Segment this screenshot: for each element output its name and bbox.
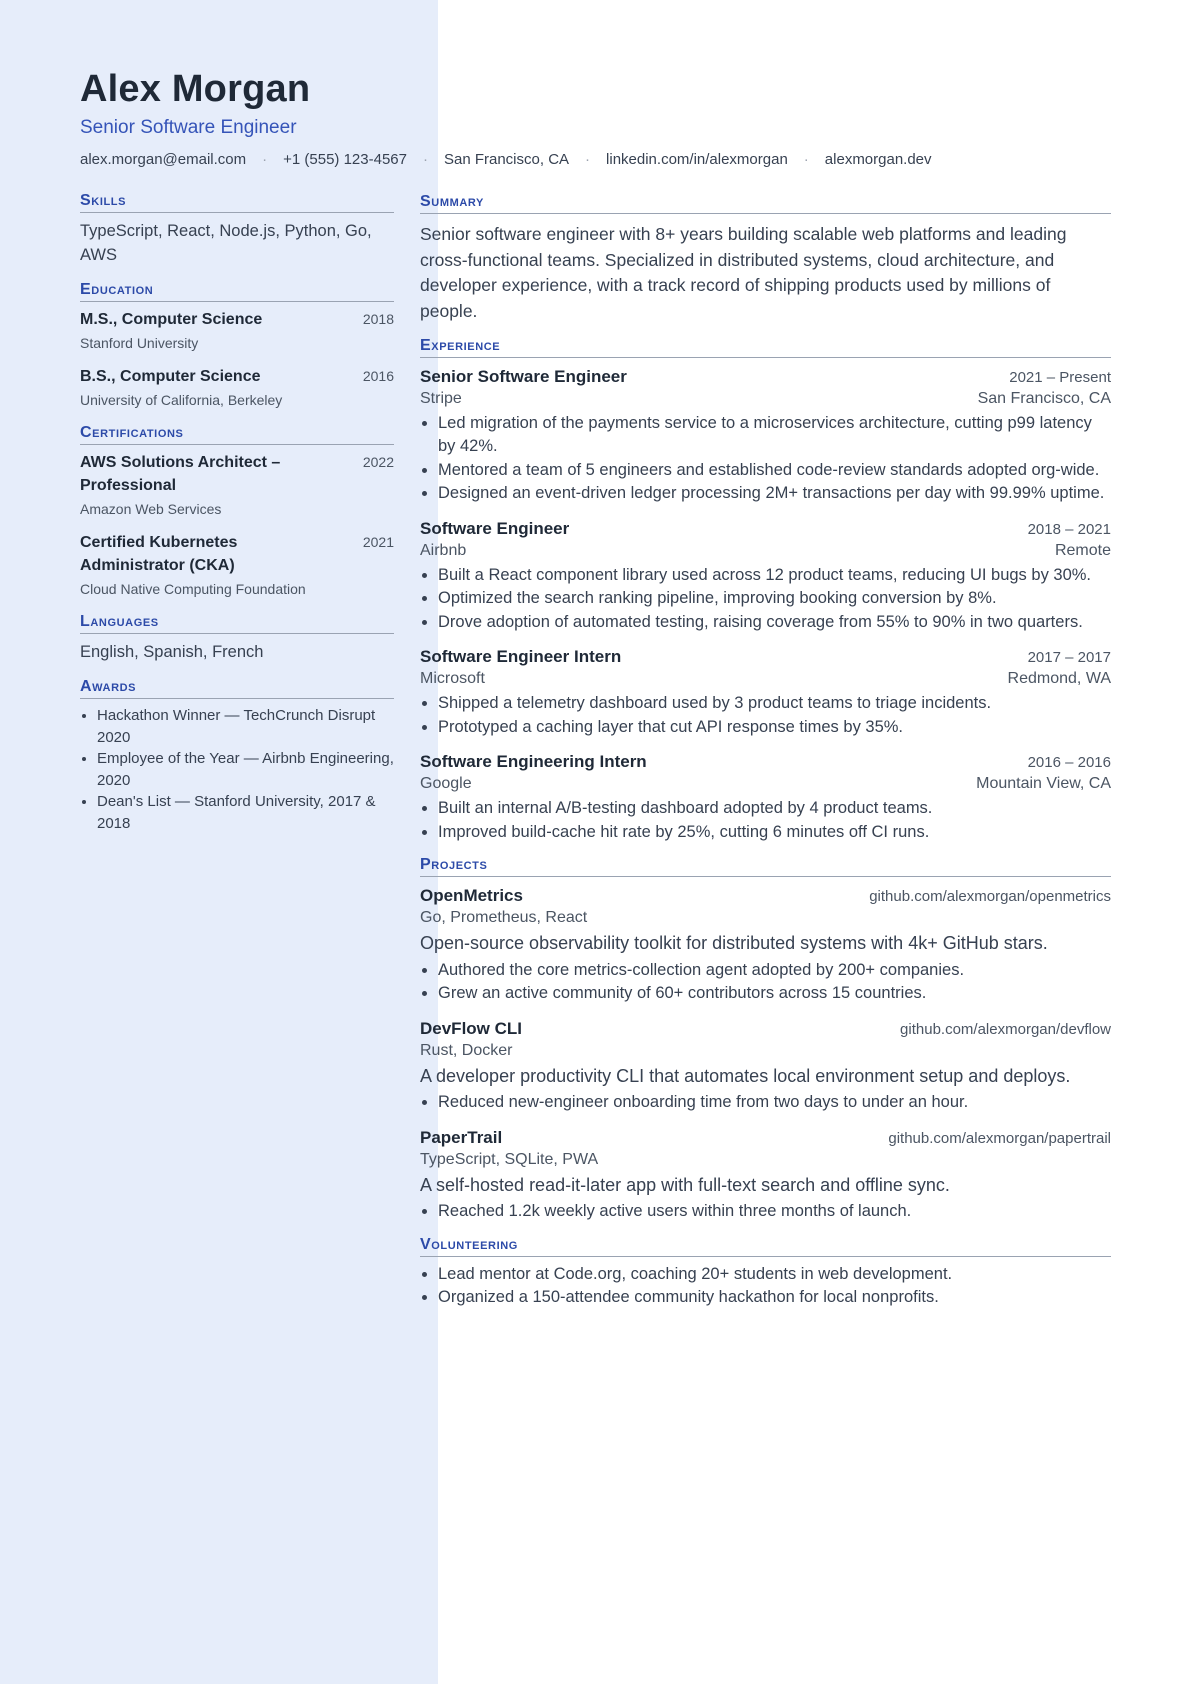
certifications-section (80, 424, 394, 599)
resume-header (80, 66, 1120, 170)
project-tech: TypeScript, SQLite, PWA (420, 1150, 599, 1168)
contact-line (80, 150, 1120, 170)
certification-year: 2021 (362, 534, 394, 550)
education-heading: Education (80, 281, 394, 302)
certification-item (80, 531, 394, 599)
project-tech: Go, Prometheus, React (420, 909, 588, 927)
job-location: Redmond, WA (1007, 670, 1111, 688)
job-bullet: • Designed an event-driven ledger processing 2M+ transactions per day with 99.99% uptime. (438, 482, 1111, 506)
volunteering-section (420, 1236, 1111, 1310)
contact-email[interactable]: alex.morgan@email.com (80, 151, 247, 168)
awards-section (80, 678, 394, 834)
summary-text: Senior software engineer with 8+ years building scalable web platforms and leading cross-functional teams. Specialized in distributed systems, cloud architecture, and developer experience, with a track record of shipping products used by millions of people. (420, 224, 1067, 322)
job-title: Software Engineer (420, 518, 570, 538)
award-item: • Hackathon Winner — TechCrunch Disrupt 2020 (97, 705, 394, 748)
education-item (80, 308, 394, 353)
contact-separator: · (803, 151, 809, 168)
project-entry (420, 1018, 1111, 1115)
project-link[interactable]: github.com/alexmorgan/devflow (900, 1020, 1111, 1038)
project-bullet: • Reached 1.2k weekly active users within three months of launch. (438, 1200, 1111, 1224)
job-company: Google (420, 775, 472, 793)
main-column (420, 193, 1111, 1322)
volunteering-item: • Organized a 150-attendee community hackathon for local nonprofits. (438, 1286, 1111, 1310)
job-dates: 2021 – Present (1009, 368, 1111, 386)
contact-separator: · (585, 151, 591, 168)
job-dates: 2018 – 2021 (1027, 520, 1111, 538)
project-bullets (420, 959, 1111, 1006)
job-location: San Francisco, CA (977, 389, 1111, 407)
job-location: Mountain View, CA (976, 775, 1111, 793)
skills-text: TypeScript, React, Node.js, Python, Go, AWS (80, 222, 372, 264)
job-title: Software Engineer Intern (420, 647, 622, 667)
project-link[interactable]: github.com/alexmorgan/openmetrics (869, 888, 1111, 906)
certification-name: Certified Kubernetes Administrator (CKA) (80, 534, 238, 574)
education-degree: B.S., Computer Science (80, 368, 261, 385)
project-bullet: • Grew an active community of 60+ contributors across 15 countries. (438, 982, 1111, 1006)
certification-name: AWS Solutions Architect – Professional (80, 454, 281, 494)
job-title: Software Engineering Intern (420, 752, 647, 772)
job-bullets (420, 797, 1111, 844)
project-bullets (420, 1200, 1111, 1224)
contact-separator: · (422, 151, 428, 168)
project-bullet: • Authored the core metrics-collection agent adopted by 200+ companies. (438, 959, 1111, 983)
education-school: University of California, Berkeley (80, 392, 283, 408)
languages-section (80, 613, 394, 664)
certification-issuer: Amazon Web Services (80, 501, 222, 517)
job-bullet: • Built an internal A/B-testing dashboard adopted by 4 product teams. (438, 797, 1111, 821)
job-bullets (420, 692, 1111, 739)
candidate-name: Alex Morgan (80, 68, 311, 110)
summary-section (420, 193, 1111, 325)
experience-entry (420, 646, 1111, 739)
education-section (80, 281, 394, 410)
job-bullet: • Built a React component library used across 12 product teams, reducing UI bugs by 30%. (438, 564, 1111, 588)
experience-heading: Experience (420, 337, 1111, 358)
job-company: Microsoft (420, 670, 485, 688)
award-item: • Employee of the Year — Airbnb Engineering, 2020 (97, 748, 394, 791)
sidebar (80, 192, 394, 848)
projects-heading: Projects (420, 856, 1111, 877)
contact-phone[interactable]: +1 (555) 123-4567 (283, 151, 407, 168)
job-bullet: • Mentored a team of 5 engineers and established code-review standards adopted org-wide. (438, 459, 1111, 483)
job-bullet: • Led migration of the payments service to a microservices architecture, cutting p99 latency by 42%. (438, 412, 1111, 459)
job-company: Stripe (420, 389, 462, 407)
candidate-headline: Senior Software Engineer (80, 117, 297, 138)
experience-entry (420, 366, 1111, 506)
contact-linkedin[interactable]: linkedin.com/in/alexmorgan (606, 151, 788, 168)
project-bullets (420, 1091, 1111, 1115)
contact-separator: · (262, 151, 268, 168)
education-item (80, 365, 394, 410)
education-year: 2016 (362, 368, 394, 384)
awards-heading: Awards (80, 678, 394, 699)
job-bullet: • Shipped a telemetry dashboard used by 3 product teams to triage incidents. (438, 692, 1111, 716)
contact-location: San Francisco, CA (443, 151, 570, 168)
languages-heading: Languages (80, 613, 394, 634)
project-bullet: • Reduced new-engineer onboarding time from two days to under an hour. (438, 1091, 1111, 1115)
job-bullet: • Drove adoption of automated testing, raising coverage from 55% to 90% in two quarters. (438, 611, 1111, 635)
project-description: Open-source observability toolkit for distributed systems with 4k+ GitHub stars. (420, 933, 1048, 954)
job-location: Remote (1054, 541, 1111, 559)
experience-entry (420, 751, 1111, 844)
education-year: 2018 (362, 311, 394, 327)
experience-entry (420, 518, 1111, 635)
project-entry (420, 885, 1111, 1006)
volunteering-list (420, 1263, 1111, 1310)
languages-text: English, Spanish, French (80, 643, 264, 661)
job-bullet: • Improved build-cache hit rate by 25%, cutting 6 minutes off CI runs. (438, 821, 1111, 845)
award-item: • Dean's List — Stanford University, 2017 & 2018 (97, 791, 394, 834)
volunteering-item: • Lead mentor at Code.org, coaching 20+ students in web development. (438, 1263, 1111, 1287)
project-name: DevFlow CLI (420, 1018, 523, 1038)
project-tech: Rust, Docker (420, 1041, 513, 1059)
experience-section (420, 337, 1111, 845)
certification-issuer: Cloud Native Computing Foundation (80, 581, 306, 597)
project-name: OpenMetrics (420, 886, 523, 906)
volunteering-heading: Volunteering (420, 1236, 1111, 1257)
project-link[interactable]: github.com/alexmorgan/papertrail (888, 1129, 1111, 1147)
job-bullets (420, 564, 1111, 635)
job-title: Senior Software Engineer (420, 366, 627, 386)
certification-year: 2022 (362, 454, 394, 470)
awards-list (80, 705, 394, 834)
projects-section (420, 856, 1111, 1224)
skills-heading: Skills (80, 192, 394, 213)
job-dates: 2016 – 2016 (1027, 754, 1111, 772)
job-company: Airbnb (420, 541, 467, 559)
job-bullet: • Prototyped a caching layer that cut API response times by 35%. (438, 716, 1111, 740)
job-bullets (420, 412, 1111, 506)
skills-section (80, 192, 394, 267)
project-entry (420, 1127, 1111, 1224)
project-description: A developer productivity CLI that automates local environment setup and deploys. (420, 1065, 1071, 1086)
summary-heading: Summary (420, 193, 1111, 214)
project-name: PaperTrail (420, 1127, 503, 1147)
job-bullet: • Optimized the search ranking pipeline, improving booking conversion by 8%. (438, 587, 1111, 611)
certifications-heading: Certifications (80, 424, 394, 445)
project-description: A self-hosted read-it-later app with full-text search and offline sync. (420, 1174, 950, 1195)
certification-item (80, 451, 394, 519)
job-dates: 2017 – 2017 (1027, 649, 1111, 667)
contact-website[interactable]: alexmorgan.dev (824, 151, 932, 168)
education-degree: M.S., Computer Science (80, 311, 263, 328)
education-school: Stanford University (80, 335, 199, 351)
